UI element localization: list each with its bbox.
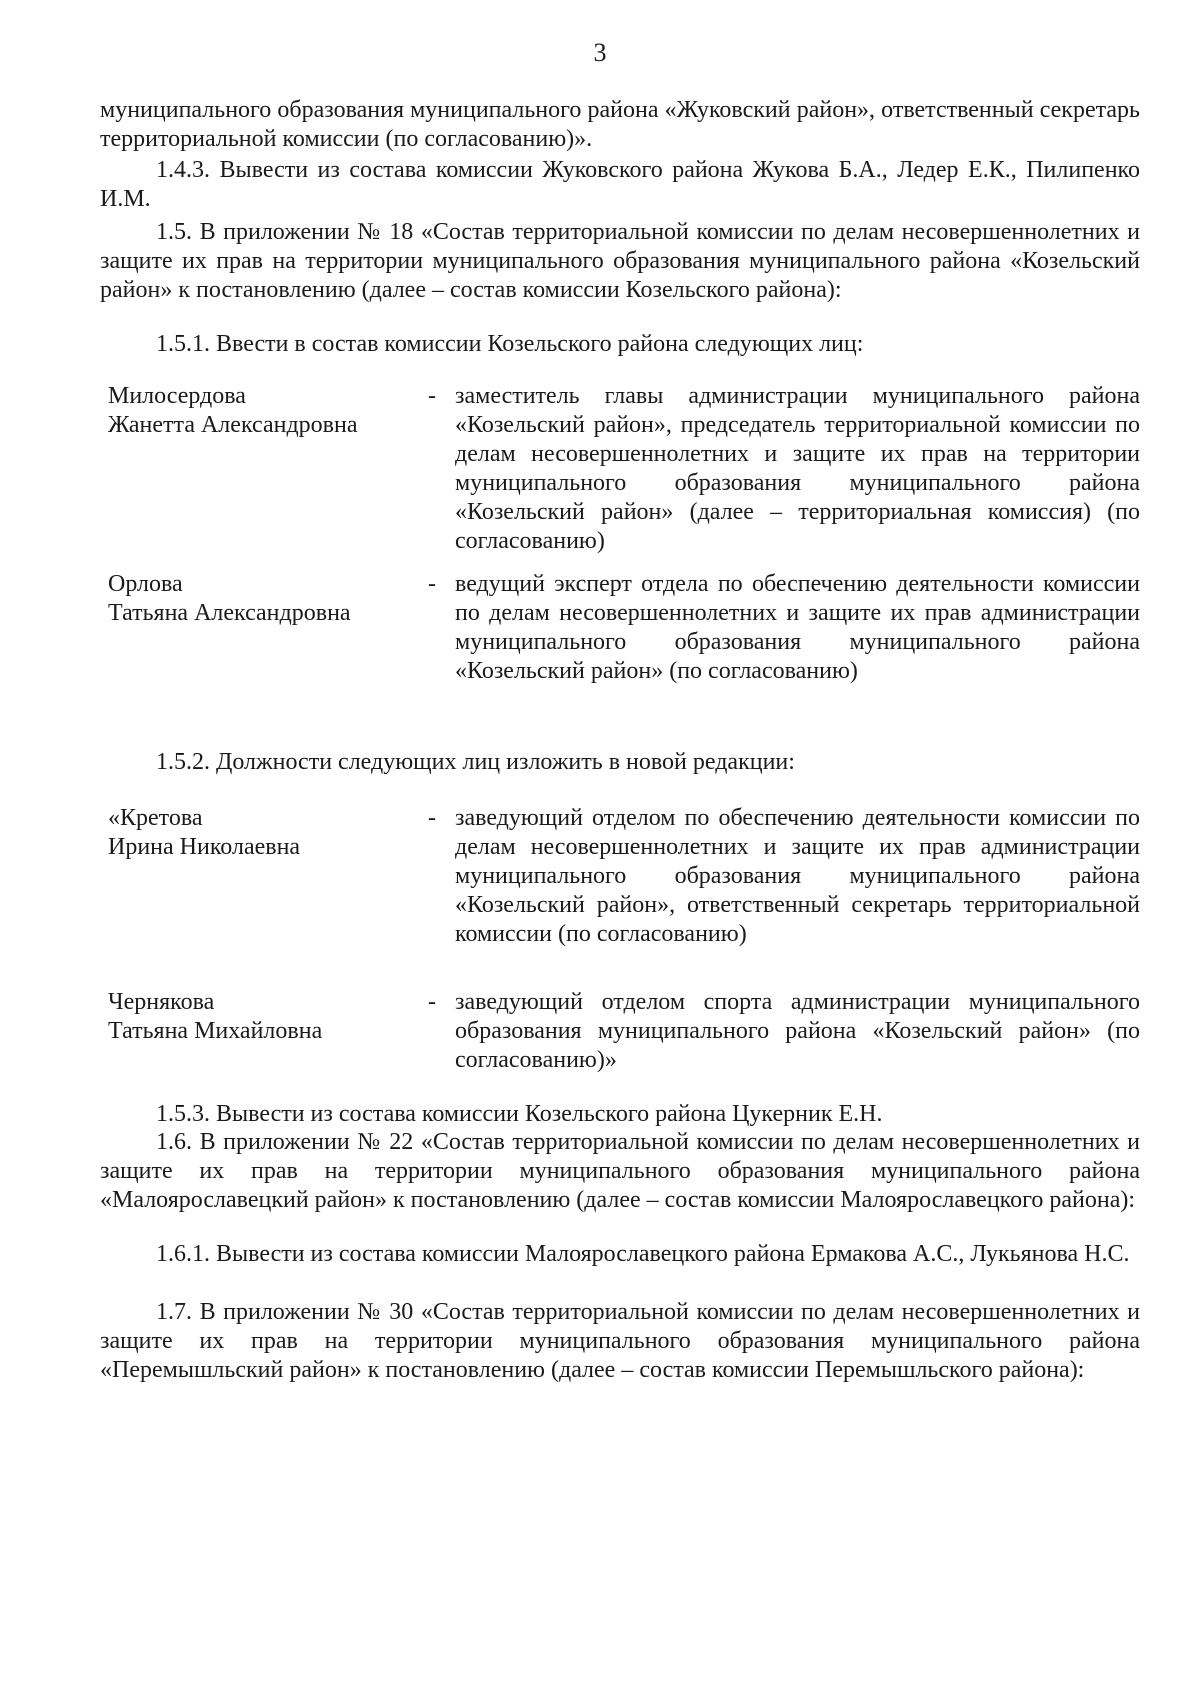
paragraph-1-4-3 xyxy=(100,156,1140,214)
paragraph: 1.6.1. Вывести из состава комиссии Малоярославецкого района Ермакова А.С., Лукьянова Н.С. xyxy=(156,1241,1130,1267)
paragraph-1-5-2 xyxy=(100,748,1140,777)
paragraph: 1.5. В приложении № 18 «Состав территориальной комиссии по делам несовершеннолетних и защите их прав на территории муниципального образования муниципального района «Козельский район» к постановлению (далее – состав комиссии Козельского района): xyxy=(100,219,1140,303)
member-name xyxy=(108,570,398,628)
paragraph: муниципального образования муниципального района «Жуковский район», ответственный секретарь территориальной комиссии (по согласованию)». xyxy=(100,97,1140,152)
paragraph: 1.5.3. Вывести из состава комиссии Козельского района Цукерник Е.Н. xyxy=(156,1101,883,1127)
member-position: ведущий эксперт отдела по обеспечению деятельности комиссии по делам несовершеннолетних и защите их прав администрации муниципального образования муниципального района «Козельский район» (по согласованию) xyxy=(455,571,1140,684)
member-given-names: Ирина Николаевна xyxy=(108,834,301,860)
member-name xyxy=(108,804,398,862)
member-given-names: Жанетта Александровна xyxy=(108,412,358,438)
member-surname: Милосердова xyxy=(108,383,246,409)
paragraph: 1.5.1. Ввести в состав комиссии Козельского района следующих лиц: xyxy=(156,331,864,357)
member-name xyxy=(108,382,398,440)
dash-separator: - xyxy=(428,805,436,831)
page-number: 3 xyxy=(593,38,607,67)
paragraph-1-5-3 xyxy=(100,1100,1140,1129)
member-surname: «Кретова xyxy=(108,805,203,831)
member-position: заведующий отделом по обеспечению деятельности комиссии по делам несовершеннолетних и защите их прав администрации муниципального образования муниципального района «Козельский район», ответственный секретарь территориальной комиссии (по согласованию) xyxy=(455,805,1140,947)
member-position: заведующий отделом спорта администрации муниципального образования муниципального района «Козельский район» (по согласованию)» xyxy=(455,989,1140,1073)
paragraph-1-6 xyxy=(100,1128,1140,1215)
paragraph-1-5 xyxy=(100,218,1140,305)
member-given-names: Татьяна Михайловна xyxy=(108,1018,323,1044)
dash-separator: - xyxy=(428,989,436,1015)
paragraph: 1.7. В приложении № 30 «Состав территориальной комиссии по делам несовершеннолетних и защите их прав на территории муниципального образования муниципального района «Перемышльский район» к постановлению (далее – состав комиссии Перемышльского района): xyxy=(100,1299,1140,1383)
member-position: заместитель главы администрации муниципального района «Козельский район», председатель территориальной комиссии по делам несовершеннолетних и защите их прав на территории муниципального образования муниципального района «Козельский район» (далее – территориальная комиссия) (по согласованию) xyxy=(455,383,1140,554)
member-given-names: Татьяна Александровна xyxy=(108,600,351,626)
member-surname: Чернякова xyxy=(108,989,215,1015)
paragraph: 1.6. В приложении № 22 «Состав территориальной комиссии по делам несовершеннолетних и защите их прав на территории муниципального образования муниципального района «Малоярославецкий район» к постановлению (далее – состав комиссии Малоярославецкого района): xyxy=(100,1129,1140,1213)
dash-separator: - xyxy=(428,383,436,409)
member-name xyxy=(108,988,398,1046)
paragraph-continuation xyxy=(100,96,1140,154)
paragraph: 1.5.2. Должности следующих лиц изложить в новой редакции: xyxy=(156,749,795,775)
member-surname: Орлова xyxy=(108,571,183,597)
paragraph-1-7 xyxy=(100,1298,1140,1385)
paragraph: 1.4.3. Вывести из состава комиссии Жуковского района Жукова Б.А., Ледер Е.К., Пилипенко И.М. xyxy=(100,157,1140,212)
dash-separator: - xyxy=(428,571,436,597)
paragraph-1-6-1 xyxy=(100,1240,1140,1269)
paragraph-1-5-1 xyxy=(100,330,1140,359)
